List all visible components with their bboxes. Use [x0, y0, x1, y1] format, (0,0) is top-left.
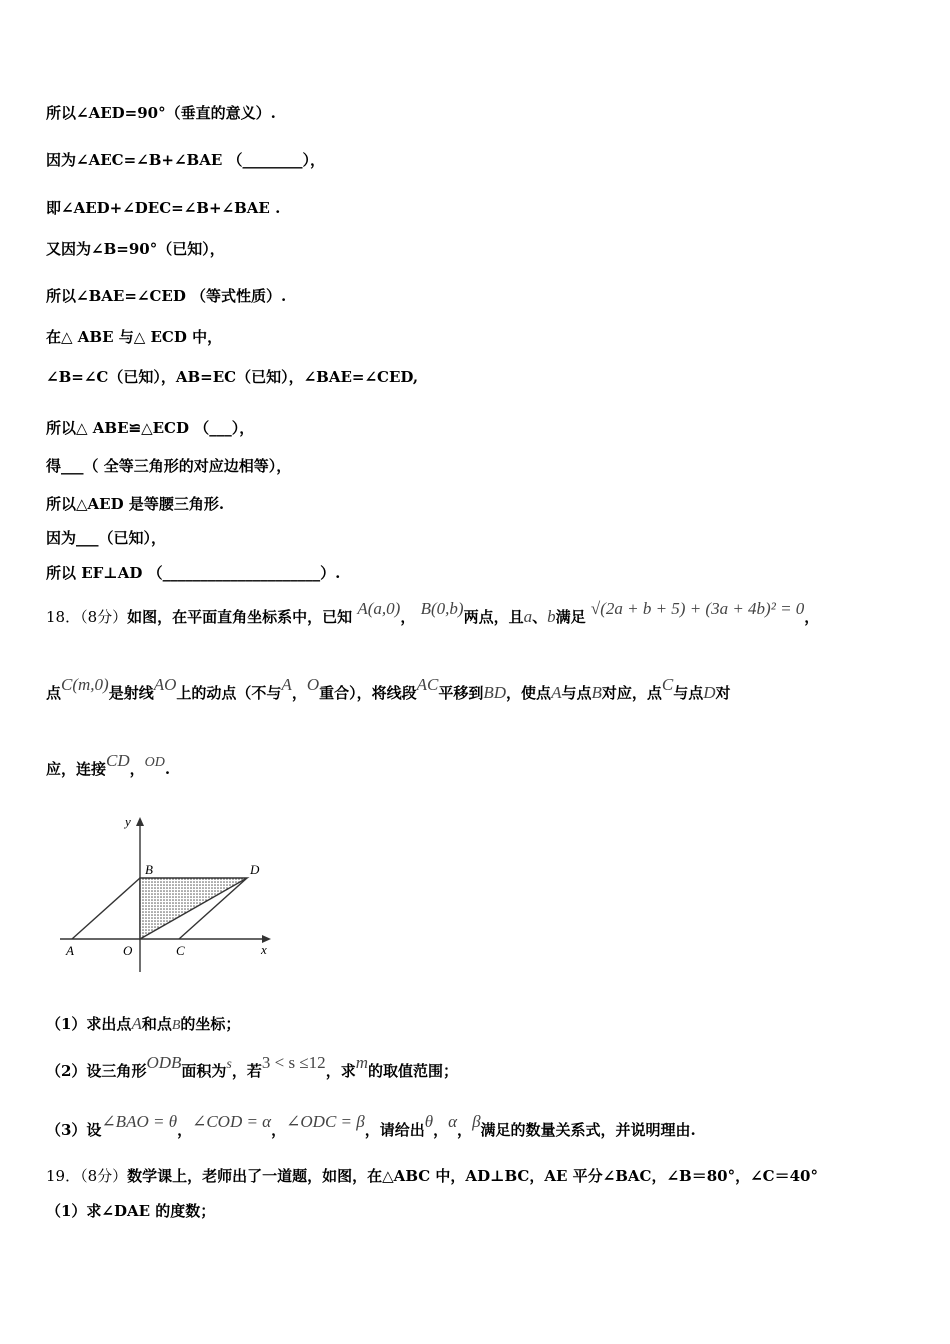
q18-text: 面积为 — [181, 1062, 227, 1080]
q18-text: ，求 — [325, 1062, 356, 1080]
var-m: m — [355, 1053, 368, 1072]
angle-odc-expr: ∠ODC = β — [286, 1112, 365, 1131]
label-y: y — [125, 814, 131, 829]
q18-text: （2）设三角形 — [46, 1062, 147, 1080]
q18-text: ， — [291, 684, 307, 702]
label-d: D — [250, 862, 260, 877]
var-b: b — [547, 607, 556, 626]
range-expr: 3 < s ≤12 — [261, 1053, 326, 1072]
var-theta: θ — [424, 1112, 434, 1131]
q18-text: ， — [433, 1121, 449, 1139]
q18-text: ，若 — [231, 1062, 262, 1080]
q19-number: 19． — [46, 1167, 81, 1185]
var-A: A — [281, 675, 292, 694]
var-A: A — [551, 683, 562, 702]
proof-line: 因为∠AEC=∠B+∠BAE （________）， — [46, 151, 326, 169]
condition-expr: √(2a + b + 5) + (3a + 4b)² = 0 — [590, 599, 805, 618]
point-a-expr: A(a,0) — [357, 599, 401, 618]
y-axis-arrow — [136, 817, 144, 826]
q18-text: 的取值范围； — [367, 1062, 458, 1080]
proof-line: 在△ ABE 与△ ECD 中， — [46, 328, 223, 346]
q18-text: 和点 — [141, 1015, 172, 1033]
label-o: O — [123, 943, 133, 958]
q18-text: 、 — [532, 608, 548, 626]
q18-text: ， — [804, 608, 820, 626]
q18-sub-2 — [46, 1053, 458, 1081]
coordinate-figure — [55, 812, 285, 982]
var-B: B — [591, 683, 602, 702]
q18-text: ， — [457, 1121, 473, 1139]
q18-text: ， — [129, 760, 145, 778]
var-C: C — [661, 675, 674, 694]
q18-text: 满足 — [555, 608, 586, 626]
label-b: B — [145, 862, 153, 877]
q18-text: ， — [271, 1121, 287, 1139]
q18-text: 对应，点 — [601, 684, 662, 702]
triangle-odb-shaded — [140, 878, 247, 939]
q18-text: （3）设 — [46, 1121, 102, 1139]
proof-line: 所以∠BAE=∠CED （等式性质）. — [46, 287, 287, 305]
q19-sub-1: （1）求∠DAE 的度数； — [46, 1202, 216, 1220]
q18-text: 点 — [46, 684, 62, 702]
var-B: B — [171, 1018, 181, 1033]
var-s: s — [226, 1057, 232, 1072]
q18-line-3 — [46, 751, 171, 779]
var-O: O — [306, 675, 320, 694]
q18-text: 应，连接 — [46, 760, 107, 778]
proof-line: 所以△ ABE≌△ECD （___）， — [46, 419, 255, 437]
var-a: a — [523, 607, 533, 626]
var-A: A — [131, 1014, 142, 1033]
q18-sub-1 — [46, 1013, 240, 1034]
q18-text: 的坐标； — [180, 1015, 241, 1033]
proof-line: 得___（ 全等三角形的对应边相等）， — [46, 457, 292, 475]
proof-line: ∠B=∠C（已知），AB=EC（已知），∠BAE=∠CED, — [46, 368, 419, 386]
q19-score: （8分） — [80, 1167, 128, 1185]
q18-line-2 — [46, 675, 731, 703]
q18-text: ， — [177, 1121, 193, 1139]
q18-line-1 — [46, 599, 820, 627]
var-alpha: α — [448, 1112, 458, 1131]
seg-od: OD — [144, 755, 165, 770]
proof-line: 即∠AED+∠DEC=∠B+∠BAE . — [46, 199, 281, 217]
proof-line: 所以 EF⊥AD （_____________________）. — [46, 564, 341, 582]
q18-text: 满足的数量关系式，并说明理由. — [480, 1121, 696, 1139]
angle-cod-expr: ∠COD = α — [192, 1112, 272, 1131]
q18-text: 与点 — [561, 684, 592, 702]
q18-text: （1）求出点 — [46, 1015, 132, 1033]
var-D: D — [703, 683, 716, 702]
proof-line: 又因为∠B=90°（已知）， — [46, 240, 225, 258]
q18-number: 18． — [46, 608, 81, 626]
point-b-expr: B(0,b) — [420, 599, 464, 618]
point-c-expr: C(m,0) — [61, 675, 109, 694]
q18-sub-3 — [46, 1112, 696, 1140]
seg-ac: AC — [416, 675, 439, 694]
q18-text: 是射线 — [108, 684, 154, 702]
q18-text: 对 — [715, 684, 731, 702]
label-a: A — [66, 943, 74, 958]
proof-line: 所以△AED 是等腰三角形. — [46, 495, 225, 513]
label-x: x — [261, 942, 267, 957]
q18-score: （8分） — [80, 608, 128, 626]
var-beta: β — [472, 1112, 481, 1131]
angle-bao-expr: ∠BAO = θ — [101, 1112, 178, 1131]
q18-text: 重合），将线段 — [319, 684, 417, 702]
q18-text: ，请给出 — [364, 1121, 425, 1139]
seg-bd: BD — [483, 683, 507, 702]
ray-ao: AO — [153, 675, 177, 694]
q19-line-1 — [46, 1165, 818, 1186]
proof-line: 所以∠AED=90°（垂直的意义）. — [46, 104, 276, 122]
label-c: C — [176, 943, 185, 958]
q18-text: ，使点 — [506, 684, 552, 702]
q19-text: 数学课上，老师出了一道题，如图，在△ABC 中，AD⊥BC，AE 平分∠BAC，∠B＝80°，∠C＝40° — [127, 1167, 818, 1185]
triangle-odb: ODB — [146, 1053, 182, 1072]
q18-text: 平移到 — [438, 684, 484, 702]
q18-text: . — [164, 760, 171, 778]
q18-text: 与点 — [673, 684, 704, 702]
q18-text: ， — [400, 608, 416, 626]
segment-ab — [72, 878, 140, 939]
proof-line: 因为___（已知）， — [46, 529, 167, 547]
q18-text: 上的动点（不与 — [176, 684, 282, 702]
q18-text: 如图，在平面直角坐标系中，已知 — [127, 608, 353, 626]
seg-cd: CD — [106, 751, 130, 770]
q18-text: 两点，且 — [463, 608, 524, 626]
